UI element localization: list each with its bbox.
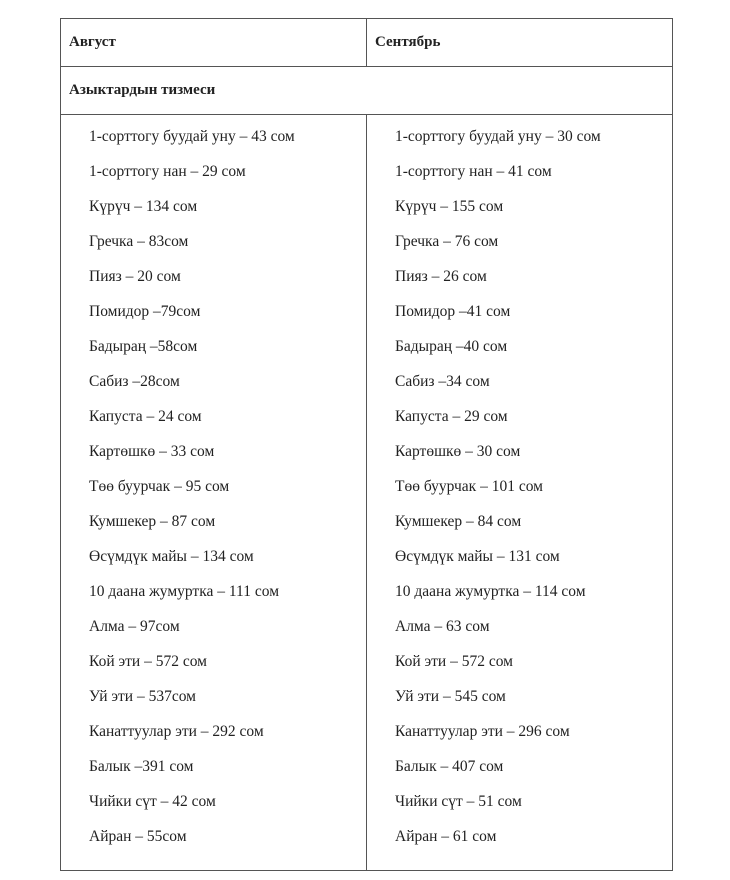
list-item: Кой эти – 572 сом bbox=[395, 653, 513, 670]
list-item: Балык –391 сом bbox=[89, 758, 194, 775]
list-item: Балык – 407 сом bbox=[395, 758, 504, 775]
list-item: 1-сорттогу нан – 41 сом bbox=[395, 163, 552, 180]
list-item: Күрүч – 134 сом bbox=[89, 198, 198, 215]
list-item: Төө буурчак – 101 сом bbox=[395, 478, 543, 495]
september-column bbox=[367, 115, 673, 871]
list-item: Бадыраң –58сом bbox=[89, 338, 198, 355]
list-item: Помидор –41 сом bbox=[395, 303, 511, 320]
list-item: Чийки сүт – 51 сом bbox=[395, 793, 522, 810]
section-row bbox=[61, 67, 673, 115]
list-item: Пияз – 26 сом bbox=[395, 268, 487, 285]
list-item: Айран – 55сом bbox=[89, 828, 187, 845]
list-item: Уй эти – 537сом bbox=[89, 688, 196, 705]
list-item: Кумшекер – 84 сом bbox=[395, 513, 522, 530]
header-september: Сентябрь bbox=[367, 19, 673, 67]
list-item: Айран – 61 сом bbox=[395, 828, 497, 845]
header-row bbox=[61, 19, 673, 67]
list-item: Төө буурчак – 95 сом bbox=[89, 478, 230, 495]
list-item: Кумшекер – 87 сом bbox=[89, 513, 216, 530]
list-item: 10 даана жумуртка – 114 сом bbox=[395, 583, 586, 600]
price-comparison-table bbox=[60, 18, 673, 871]
list-item: Кой эти – 572 сом bbox=[89, 653, 207, 670]
list-item: Уй эти – 545 сом bbox=[395, 688, 506, 705]
list-item: Сабиз –28сом bbox=[89, 373, 180, 390]
items-row bbox=[61, 115, 673, 871]
list-item: Помидор –79сом bbox=[89, 303, 201, 320]
section-title: Азыктардын тизмеси bbox=[61, 67, 673, 115]
list-item: Күрүч – 155 сом bbox=[395, 198, 504, 215]
list-item: 1-сорттогу буудай уну – 43 сом bbox=[89, 128, 295, 145]
list-item: 1-сорттогу нан – 29 сом bbox=[89, 163, 246, 180]
list-item: 10 даана жумуртка – 111 сом bbox=[89, 583, 279, 600]
list-item: Канаттуулар эти – 296 сом bbox=[395, 723, 570, 740]
list-item: Сабиз –34 сом bbox=[395, 373, 490, 390]
list-item: Алма – 63 сом bbox=[395, 618, 490, 635]
list-item: Картөшкө – 30 сом bbox=[395, 443, 521, 460]
september-item-list bbox=[367, 115, 672, 870]
list-item: Чийки сүт – 42 сом bbox=[89, 793, 216, 810]
list-item: Гречка – 83сом bbox=[89, 233, 189, 250]
list-item: Бадыраң –40 сом bbox=[395, 338, 508, 355]
list-item: Пияз – 20 сом bbox=[89, 268, 181, 285]
list-item: Картөшкө – 33 сом bbox=[89, 443, 215, 460]
august-item-list bbox=[61, 115, 366, 870]
list-item: Алма – 97сом bbox=[89, 618, 180, 635]
august-column bbox=[61, 115, 367, 871]
list-item: Гречка – 76 сом bbox=[395, 233, 499, 250]
list-item: Өсүмдүк майы – 134 сом bbox=[89, 548, 254, 565]
list-item: Капуста – 29 сом bbox=[395, 408, 508, 425]
list-item: Канаттуулар эти – 292 сом bbox=[89, 723, 264, 740]
header-august: Август bbox=[61, 19, 367, 67]
list-item: 1-сорттогу буудай уну – 30 сом bbox=[395, 128, 601, 145]
list-item: Өсүмдүк майы – 131 сом bbox=[395, 548, 560, 565]
list-item: Капуста – 24 сом bbox=[89, 408, 202, 425]
